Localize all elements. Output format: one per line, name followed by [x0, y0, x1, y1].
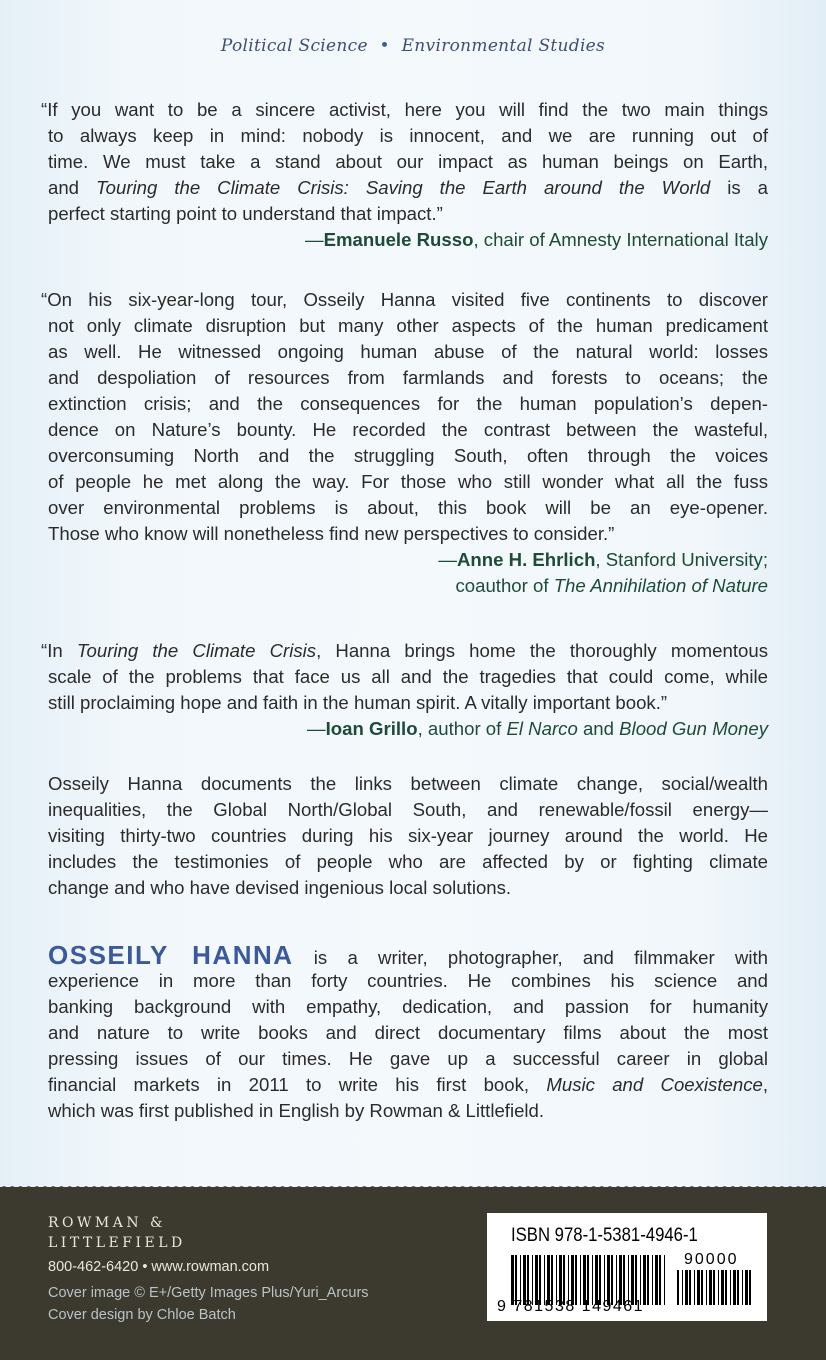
quote-attribution [48, 573, 768, 599]
text-line [41, 97, 768, 123]
text-segment: Ioan Grillo [325, 718, 418, 739]
text-segment: includes the testimonies of people who are affected by or fighting climate [48, 851, 768, 872]
text-line [48, 149, 768, 175]
text-segment: and [577, 718, 620, 739]
text-line [48, 313, 768, 339]
cover-image-credit: Cover image © E+/Getty Images Plus/Yuri_Arcurs [48, 1285, 369, 1301]
text-segment: not only climate disruption but many other aspects of the human predicament [48, 315, 768, 336]
text-segment: , Stanford University; [595, 549, 768, 570]
text-segment: visiting thirty-two countries during his six-year journey around the world. He [48, 825, 768, 846]
text-segment: , author of [417, 718, 507, 739]
barcode-bar [713, 1270, 715, 1305]
barcode-bar [655, 1255, 658, 1305]
text-segment: Emanuele Russo [323, 229, 474, 250]
text-line [48, 771, 768, 797]
publisher-logo-line1: ROWMAN & [48, 1215, 167, 1231]
text-line [48, 521, 768, 547]
text-segment: Anne H. Ehrlich [456, 549, 596, 570]
text-segment: and [48, 177, 97, 198]
text-segment: banking background with empathy, dedication, and passion for humanity [48, 996, 768, 1017]
isbn-number: ISBN 978-1-5381-4946-1 [511, 1225, 698, 1246]
text-segment: — [307, 718, 326, 739]
barcode-bar [733, 1270, 736, 1305]
text-segment: of people he met along the way. For those who still wonder what all the fuss [48, 471, 768, 492]
text-segment: still proclaiming hope and faith in the human spirit. A vitally important book.” [48, 692, 668, 713]
text-segment: “On his six-year-long tour, Osseily Hanna visited five continents to discover [41, 289, 768, 310]
text-segment: Music and Coexistence [546, 1074, 763, 1095]
category-environmental-studies: Environmental Studies [401, 36, 606, 56]
text-segment: Touring the Climate Crisis [76, 640, 317, 661]
text-line [48, 797, 768, 823]
text-line [48, 823, 768, 849]
subject-categories [0, 36, 826, 56]
text-segment: as well. He witnessed ongoing human abuse of the natural world: losses [48, 341, 768, 362]
text-segment: Osseily Hanna documents the links between climate change, social/wealth [48, 773, 768, 794]
barcode-bar [745, 1270, 748, 1305]
endorsement-quote-ehrlich [41, 287, 768, 599]
text-segment: dence on Nature’s bounty. He recorded the contrast between the wasteful, [48, 419, 768, 440]
bullet-separator: • [379, 36, 390, 56]
barcode-bar [682, 1270, 683, 1305]
text-segment: — [438, 549, 457, 570]
text-line [48, 849, 768, 875]
text-line [48, 1098, 768, 1124]
barcode-bar [706, 1270, 707, 1305]
text-line [48, 1046, 768, 1072]
isbn-barcode [487, 1213, 767, 1321]
text-line [48, 875, 768, 901]
text-segment: Blood Gun Money [619, 718, 768, 739]
text-segment: The Annihilation of Nature [553, 575, 768, 596]
text-segment: perfect starting point to understand that impact.” [48, 203, 443, 224]
barcode-bar [652, 1255, 653, 1305]
text-line [48, 391, 768, 417]
text-line [48, 417, 768, 443]
text-line [48, 443, 768, 469]
text-segment: is a [710, 177, 768, 198]
text-line [48, 942, 768, 968]
text-segment: Those who know will nonetheless find new perspectives to consider.” [48, 523, 615, 544]
quote-attribution [48, 547, 768, 573]
text-segment: , chair of Amnesty International Italy [473, 229, 768, 250]
cover-design-credit: Cover design by Chloe Batch [48, 1307, 236, 1323]
text-line [48, 339, 768, 365]
author-bio [48, 942, 768, 1124]
text-segment: and nature to write books and direct documentary films about the most [48, 1022, 768, 1043]
text-segment: — [305, 229, 324, 250]
quote-attribution [48, 227, 768, 253]
quote-attribution [48, 716, 768, 742]
barcode-bar [697, 1270, 700, 1305]
text-segment: time. We must take a stand about our impact as human beings on Earth, [48, 151, 768, 172]
barcode-bar [664, 1255, 665, 1305]
text-segment: coauthor of [455, 575, 554, 596]
text-segment: pressing issues of our times. He gave up a successful career in global [48, 1048, 768, 1069]
text-line [48, 201, 768, 227]
text-segment: which was first published in English by Rowman & Littlefield. [48, 1100, 545, 1121]
text-line [48, 968, 768, 994]
text-segment: experience in more than forty countries. He combines his science and [48, 970, 768, 991]
book-description [48, 771, 768, 901]
text-segment: extinction crisis; and the consequences for the human population’s depen- [48, 393, 768, 414]
text-segment: inequalities, the Global North/Global South, and renewable/fossil energy— [48, 799, 768, 820]
text-line [41, 287, 768, 313]
text-segment: “If you want to be a sincere activist, here you will find the two main things [41, 99, 768, 120]
publisher-logo-line2: LITTLEFIELD [48, 1235, 186, 1251]
publisher-contact: 800-462-6420 • www.rowman.com [48, 1259, 270, 1275]
text-segment: scale of the problems that face us all and the tragedies that could come, while [48, 666, 768, 687]
publisher-logo [48, 1213, 186, 1253]
barcode-bar [730, 1270, 731, 1305]
text-segment: over environmental problems is about, this book will be an eye-opener. [48, 497, 768, 518]
text-line [48, 175, 768, 201]
text-line [41, 638, 768, 664]
barcode-bar [701, 1270, 703, 1305]
text-line [48, 123, 768, 149]
text-segment: change and who have devised ingenious local solutions. [48, 877, 512, 898]
barcode-bar [749, 1270, 751, 1305]
barcode-digits: 9 781538 149461 [497, 1298, 645, 1315]
text-line [48, 365, 768, 391]
author-name: OSSEILY HANNA [48, 940, 294, 970]
barcode-bar [718, 1270, 719, 1305]
barcode-bar [647, 1255, 649, 1305]
text-segment: overconsuming North and the struggling South, often through the voices [48, 445, 768, 466]
barcode-bar [709, 1270, 712, 1305]
text-segment: and despoliation of resources from farmlands and forests to oceans; the [48, 367, 768, 388]
text-segment: “In [41, 640, 77, 661]
endorsement-quote-grillo [41, 638, 768, 742]
barcode-bar [694, 1270, 695, 1305]
barcode-bar [742, 1270, 743, 1305]
text-line [48, 664, 768, 690]
text-segment: , Hanna brings home the thoroughly momentous [316, 640, 768, 661]
barcode-bar [725, 1270, 727, 1305]
text-segment: to always keep in mind: nobody is innocent, and we are running out of [48, 125, 768, 146]
endorsement-quote-russo [41, 97, 768, 253]
barcode-bar [737, 1270, 739, 1305]
text-line [48, 1020, 768, 1046]
text-line [48, 994, 768, 1020]
barcode-bar [689, 1270, 691, 1305]
text-line [48, 1072, 768, 1098]
text-line [48, 469, 768, 495]
text-line [48, 495, 768, 521]
barcode-addon-digits: 90000 [684, 1251, 739, 1268]
text-segment: financial markets in 2011 to write his first book, [48, 1074, 547, 1095]
barcode-bar [659, 1255, 661, 1305]
text-segment: , [762, 1074, 769, 1095]
text-segment: Touring the Climate Crisis: Saving the Earth around the World [96, 177, 711, 198]
text-line [48, 690, 768, 716]
barcode-bar [721, 1270, 724, 1305]
barcode-bar [677, 1270, 679, 1305]
text-segment: El Narco [506, 718, 578, 739]
category-political-science: Political Science [220, 36, 368, 56]
text-segment: is a writer, photographer, and filmmaker with [293, 947, 768, 968]
barcode-bar [685, 1270, 688, 1305]
